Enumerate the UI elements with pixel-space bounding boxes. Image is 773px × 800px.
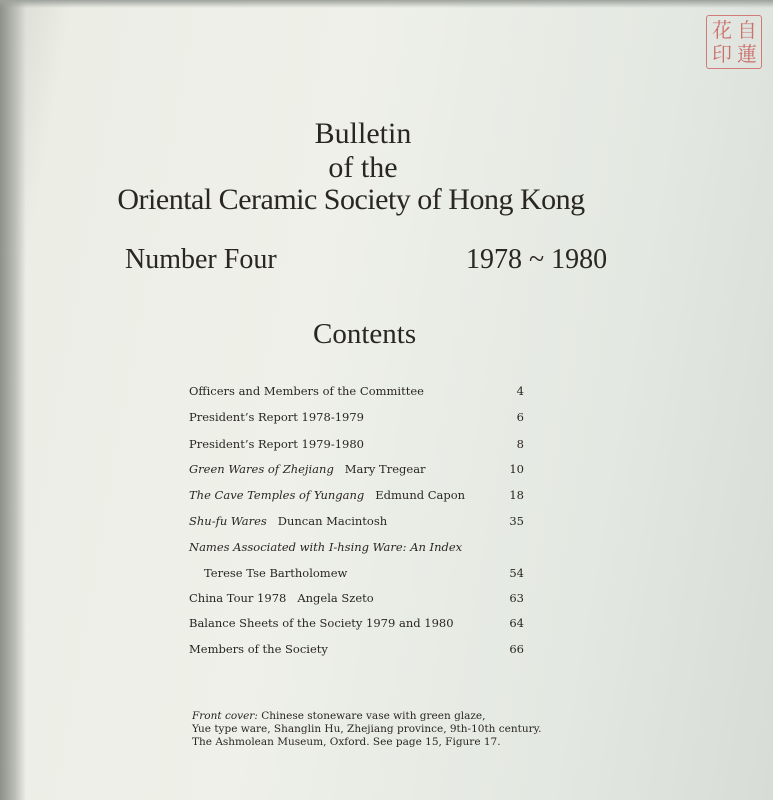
toc-entry-page: 63 xyxy=(509,591,524,605)
toc-entry xyxy=(189,384,424,398)
seal-char-1: 自 xyxy=(737,18,757,42)
toc-entry xyxy=(189,410,364,424)
toc-entry-author: Edmund Capon xyxy=(375,488,466,502)
toc-entry-page: 8 xyxy=(516,437,524,451)
toc-entry-author: Angela Szeto xyxy=(297,591,374,605)
toc-entry-title: President’s Report 1979-1980 xyxy=(189,437,364,451)
toc-entry-title: Shu-fu Wares xyxy=(189,514,267,528)
toc-entry xyxy=(189,616,454,630)
toc-entry-page: 54 xyxy=(509,566,524,580)
toc-entry-page: 18 xyxy=(509,488,524,502)
issue-number: Number Four xyxy=(125,244,277,275)
toc-entry-title: Officers and Members of the Committee xyxy=(189,384,424,398)
title-line-3: Oriental Ceramic Society of Hong Kong xyxy=(117,183,585,216)
title-line-1: Bulletin xyxy=(314,117,412,150)
toc-entry-page: 35 xyxy=(509,514,524,528)
front-cover-line-3: The Ashmolean Museum, Oxford. See page 15, Figure 17. xyxy=(192,736,501,748)
seal-char-3: 花 xyxy=(712,18,732,42)
front-cover-line-1: Chinese stoneware vase with green glaze, xyxy=(261,710,486,722)
issue-years: 1978 ~ 1980 xyxy=(466,244,608,275)
toc-entry-author: Mary Tregear xyxy=(344,462,426,476)
front-cover-note xyxy=(192,710,592,749)
toc-entry-title: Balance Sheets of the Society 1979 and 1980 xyxy=(189,616,454,630)
toc-entry xyxy=(204,566,347,580)
toc-entry-page: 66 xyxy=(509,642,524,656)
toc-entry-author: Duncan Macintosh xyxy=(277,514,388,528)
toc-entry xyxy=(189,488,465,502)
front-cover-label: Front cover: xyxy=(192,710,258,722)
toc-entry xyxy=(189,642,328,656)
toc-entry-page: 6 xyxy=(516,410,524,424)
toc-entry-title: The Cave Temples of Yungang xyxy=(189,488,365,502)
red-seal-stamp xyxy=(706,15,762,69)
toc-entry xyxy=(189,462,426,476)
toc-entry-page: 64 xyxy=(509,616,524,630)
page-binding-shadow xyxy=(0,0,26,800)
toc-entry xyxy=(189,437,364,451)
toc-entry-title: Members of the Society xyxy=(189,642,328,656)
toc-entry-title: President’s Report 1978-1979 xyxy=(189,410,364,424)
toc-entry xyxy=(189,540,462,554)
toc-entry xyxy=(189,591,374,605)
contents-heading: Contents xyxy=(313,318,417,350)
page-top-shadow xyxy=(0,0,773,8)
toc-entry xyxy=(189,514,387,528)
seal-char-4: 印 xyxy=(712,42,732,66)
toc-entry-page: 4 xyxy=(516,384,524,398)
toc-entry-page: 10 xyxy=(509,462,524,476)
front-cover-line-2: Yue type ware, Shanglin Hu, Zhejiang province, 9th-10th century. xyxy=(192,723,542,735)
toc-entry-title: Names Associated with I-hsing Ware: An Index xyxy=(189,540,463,554)
toc-entry-title: China Tour 1978 xyxy=(189,591,287,605)
seal-char-2: 蓮 xyxy=(737,42,757,66)
title-line-2: of the xyxy=(328,151,398,184)
toc-entry-author: Terese Tse Bartholomew xyxy=(204,566,348,580)
toc-entry-title: Green Wares of Zhejiang xyxy=(189,462,334,476)
